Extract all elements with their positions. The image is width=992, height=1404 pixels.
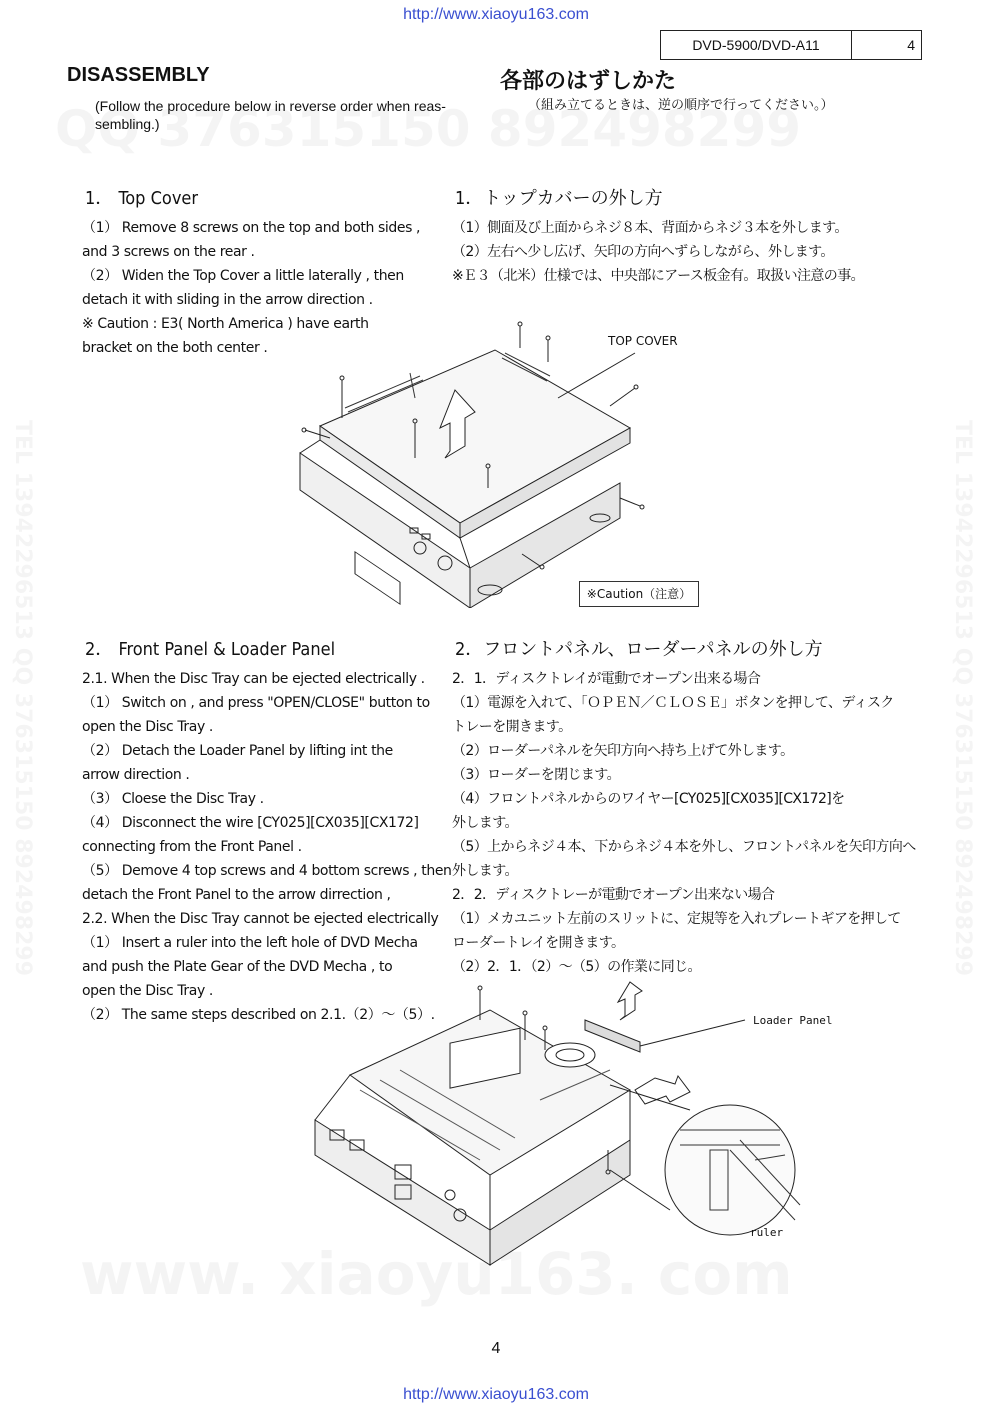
model-number: DVD-5900/DVD-A11 — [661, 31, 852, 59]
section2-line-en: 2.1. When the Disc Tray can be ejected electrically . — [82, 671, 425, 687]
section1-heading-en: 1． Top Cover — [85, 188, 199, 209]
section2-text-jp — [452, 667, 916, 979]
section1-line-en: ※ Caution : E3( North America ) have earth — [82, 316, 369, 332]
section2-line-en: arrow direction . — [82, 767, 190, 783]
watermark-url-top: http://www.xiaoyu163.com — [403, 6, 589, 23]
watermark-side-left — [10, 420, 35, 976]
section1-line-en: （2） Widen the Top Cover a little laterally , then — [82, 268, 404, 284]
section2-heading-en: 2． Front Panel & Loader Panel — [85, 639, 336, 660]
top-cover-label: TOP COVER — [608, 334, 678, 348]
section2-line-jp: 2．1．ディスクトレイが電動でオープン出来る場合 — [452, 671, 761, 687]
section2-line-en: （1） Insert a ruler into the left hole of DVD Mecha — [82, 935, 418, 951]
section2-line-jp: 外します。 — [452, 815, 518, 831]
header-box — [660, 30, 922, 60]
section2-line-en: （3） Cloese the Disc Tray . — [82, 791, 264, 807]
section2-line-en: 2.2. When the Disc Tray cannot be ejected electrically — [82, 911, 439, 927]
section1-line-jp: （1）側面及び上面からネジ８本、背面からネジ３本を外します。 — [452, 220, 848, 236]
section1-line-en: bracket on the both center . — [82, 340, 268, 356]
title-en: DISASSEMBLY — [67, 64, 210, 86]
header-page-number: 4 — [907, 37, 915, 53]
section1-text-jp — [452, 216, 864, 288]
note-jp: （組み立てるときは、逆の順序で行ってください。） — [528, 98, 834, 113]
ruler-label: ruler — [750, 1226, 784, 1239]
note-en-line-2: sembling.) — [95, 116, 160, 132]
section1-line-en: and 3 screws on the rear . — [82, 244, 255, 260]
section2-line-jp: （3）ローダーを閉じます。 — [452, 767, 620, 783]
section2-line-en: （2） Detach the Loader Panel by lifting int the — [82, 743, 393, 759]
caution-label: ※Caution（注意） — [579, 581, 699, 607]
title-jp: 各部のはずしかた — [500, 69, 677, 94]
section2-heading-jp: 2．フロントパネル、ローダーパネルの外し方 — [455, 639, 823, 660]
section2-line-en: open the Disc Tray . — [82, 719, 213, 735]
footer-page-number: 4 — [491, 1340, 501, 1357]
top-cover-panel — [320, 350, 630, 523]
top-cover-figure — [290, 318, 690, 608]
section2-line-en: open the Disc Tray . — [82, 983, 213, 999]
section2-line-en: （5） Demove 4 top screws and 4 bottom screws , then — [82, 863, 452, 879]
section2-line-jp: （1）メカユニット左前のスリットに、定規等を入れプレートギアを押して — [452, 911, 901, 927]
section2-line-jp: トレーを開きます。 — [452, 719, 572, 735]
section2-line-en: （4） Disconnect the wire [CY025][CX035][CX172] — [82, 815, 419, 831]
section2-line-jp: ローダートレイを開きます。 — [452, 935, 625, 951]
section2-line-jp: （2）2．1．（2）～（5）の作業に同じ。 — [452, 959, 701, 975]
section2-line-en: connecting from the Front Panel . — [82, 839, 302, 855]
section2-text-en — [82, 667, 452, 1027]
section2-line-jp: （1）電源を入れて、「ＯＰＥＮ／ＣＬＯＳＥ」ボタンを押して、ディスク — [452, 695, 894, 711]
section1-line-jp: （2）左右へ少し広げ、矢印の方向へずらしながら、外します。 — [452, 244, 834, 260]
watermark-side-right — [950, 420, 975, 976]
section2-line-jp: （2）ローダーパネルを矢印方向へ持ち上げて外します。 — [452, 743, 794, 759]
section2-line-en: （1） Switch on , and press "OPEN/CLOSE" button to — [82, 695, 430, 711]
section2-line-jp: （5）上からネジ４本、下からネジ４本を外し、フロントパネルを矢印方向へ — [452, 839, 916, 855]
section2-line-jp: 2．2．ディスクトレーが電動でオープン出来ない場合 — [452, 887, 775, 903]
section2-line-jp: 外します。 — [452, 863, 518, 879]
watermark-url-bottom: http://www.xiaoyu163.com — [403, 1386, 589, 1403]
note-en-line-1: (Follow the procedure below in reverse order when reas- — [95, 98, 446, 114]
section1-line-jp: ※Ｅ３（北米）仕様では、中央部にアース板金有。取扱い注意の事。 — [452, 268, 865, 284]
loader-panel-label: Loader Panel — [753, 1014, 833, 1027]
section2-line-en: （2） The same steps described on 2.1.（2）～（5）. — [82, 1007, 435, 1023]
section1-line-en: detach it with sliding in the arrow direction . — [82, 292, 373, 308]
detail-magnifier — [665, 1105, 795, 1235]
loader-panel-part — [585, 1020, 640, 1052]
section1-heading-jp: 1．トップカバーの外し方 — [455, 188, 663, 209]
section2-line-en: detach the Front Panel to the arrow dirrection , — [82, 887, 391, 903]
section2-line-en: and push the Plate Gear of the DVD Mecha , to — [82, 959, 393, 975]
section2-line-jp: （4）フロントパネルからのワイヤー[CY025][CX035][CX172]を — [452, 791, 845, 807]
section1-line-en: （1） Remove 8 screws on the top and both sides , — [82, 220, 421, 236]
loader-panel-figure — [300, 980, 820, 1270]
